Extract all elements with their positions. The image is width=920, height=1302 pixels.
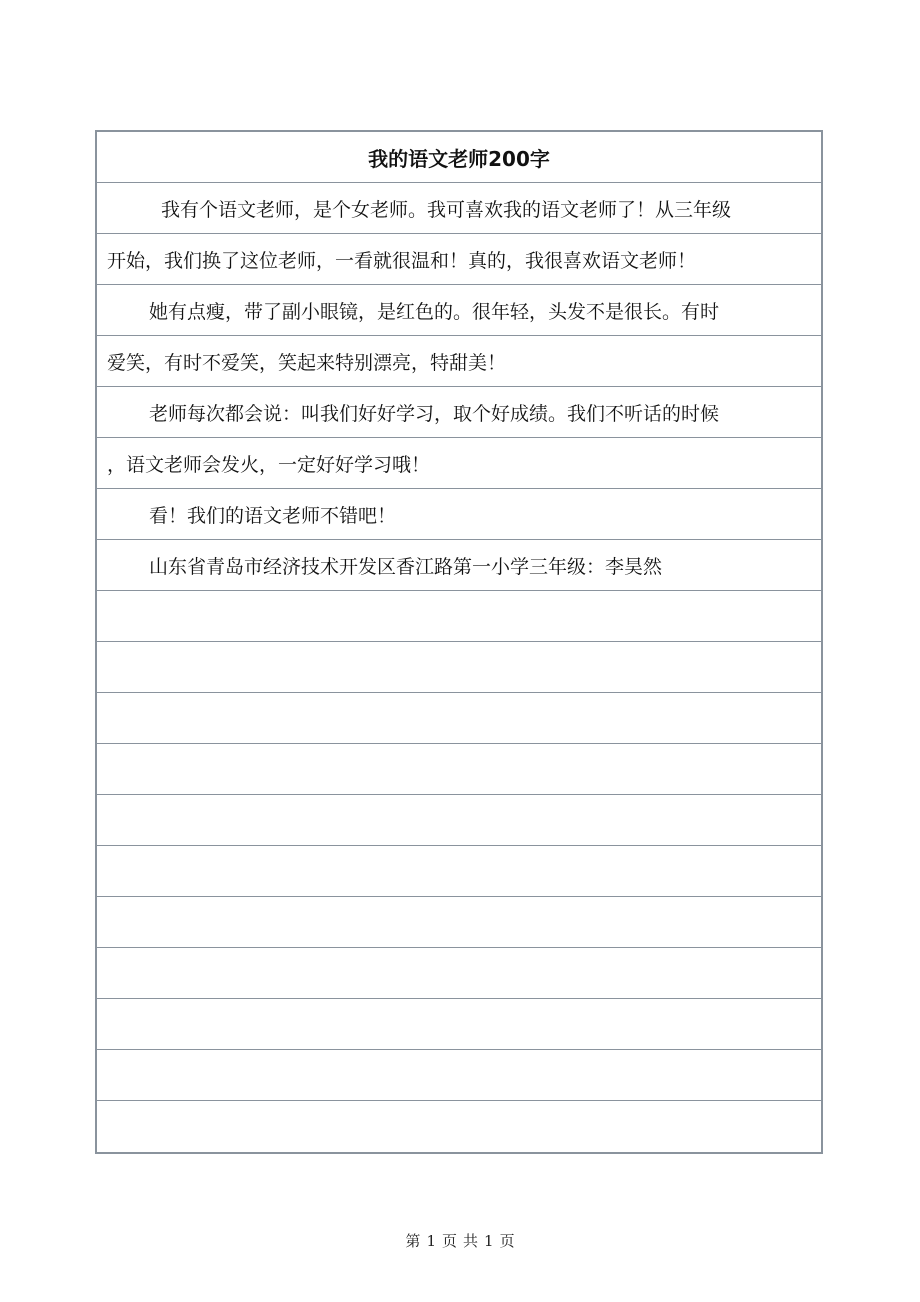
essay-line-6: ，语文老师会发火，一定好好学习哦！ <box>97 438 821 489</box>
empty-row <box>97 1050 821 1101</box>
essay-line-8: 山东省青岛市经济技术开发区香江路第一小学三年级：李昊然 <box>97 540 821 591</box>
essay-line-7: 看！我们的语文老师不错吧！ <box>97 489 821 540</box>
essay-line-3: 她有点瘦，带了副小眼镜，是红色的。很年轻，头发不是很长。有时 <box>97 285 821 336</box>
empty-row <box>97 744 821 795</box>
empty-row <box>97 897 821 948</box>
empty-row <box>97 1101 821 1152</box>
essay-title: 我的语文老师200字 <box>97 132 821 183</box>
total-pages: 1 <box>484 1232 494 1250</box>
empty-row <box>97 693 821 744</box>
page-label: 第 <box>405 1232 421 1250</box>
essay-line-2: 开始，我们换了这位老师，一看就很温和！真的，我很喜欢语文老师！ <box>97 234 821 285</box>
essay-sheet <box>95 130 823 1154</box>
page-number: 1 <box>426 1232 436 1250</box>
total-label: 共 <box>463 1232 479 1250</box>
page-unit: 页 <box>441 1232 457 1250</box>
essay-line-5: 老师每次都会说：叫我们好好学习，取个好成绩。我们不听话的时候 <box>97 387 821 438</box>
empty-row <box>97 642 821 693</box>
empty-row <box>97 948 821 999</box>
empty-row <box>97 846 821 897</box>
total-unit: 页 <box>499 1232 515 1250</box>
empty-row <box>97 795 821 846</box>
essay-line-4: 爱笑，有时不爱笑，笑起来特别漂亮，特甜美！ <box>97 336 821 387</box>
essay-line-1: 我有个语文老师，是个女老师。我可喜欢我的语文老师了！从三年级 <box>97 183 821 234</box>
empty-row <box>97 999 821 1050</box>
page-footer <box>0 1230 920 1251</box>
empty-row <box>97 591 821 642</box>
